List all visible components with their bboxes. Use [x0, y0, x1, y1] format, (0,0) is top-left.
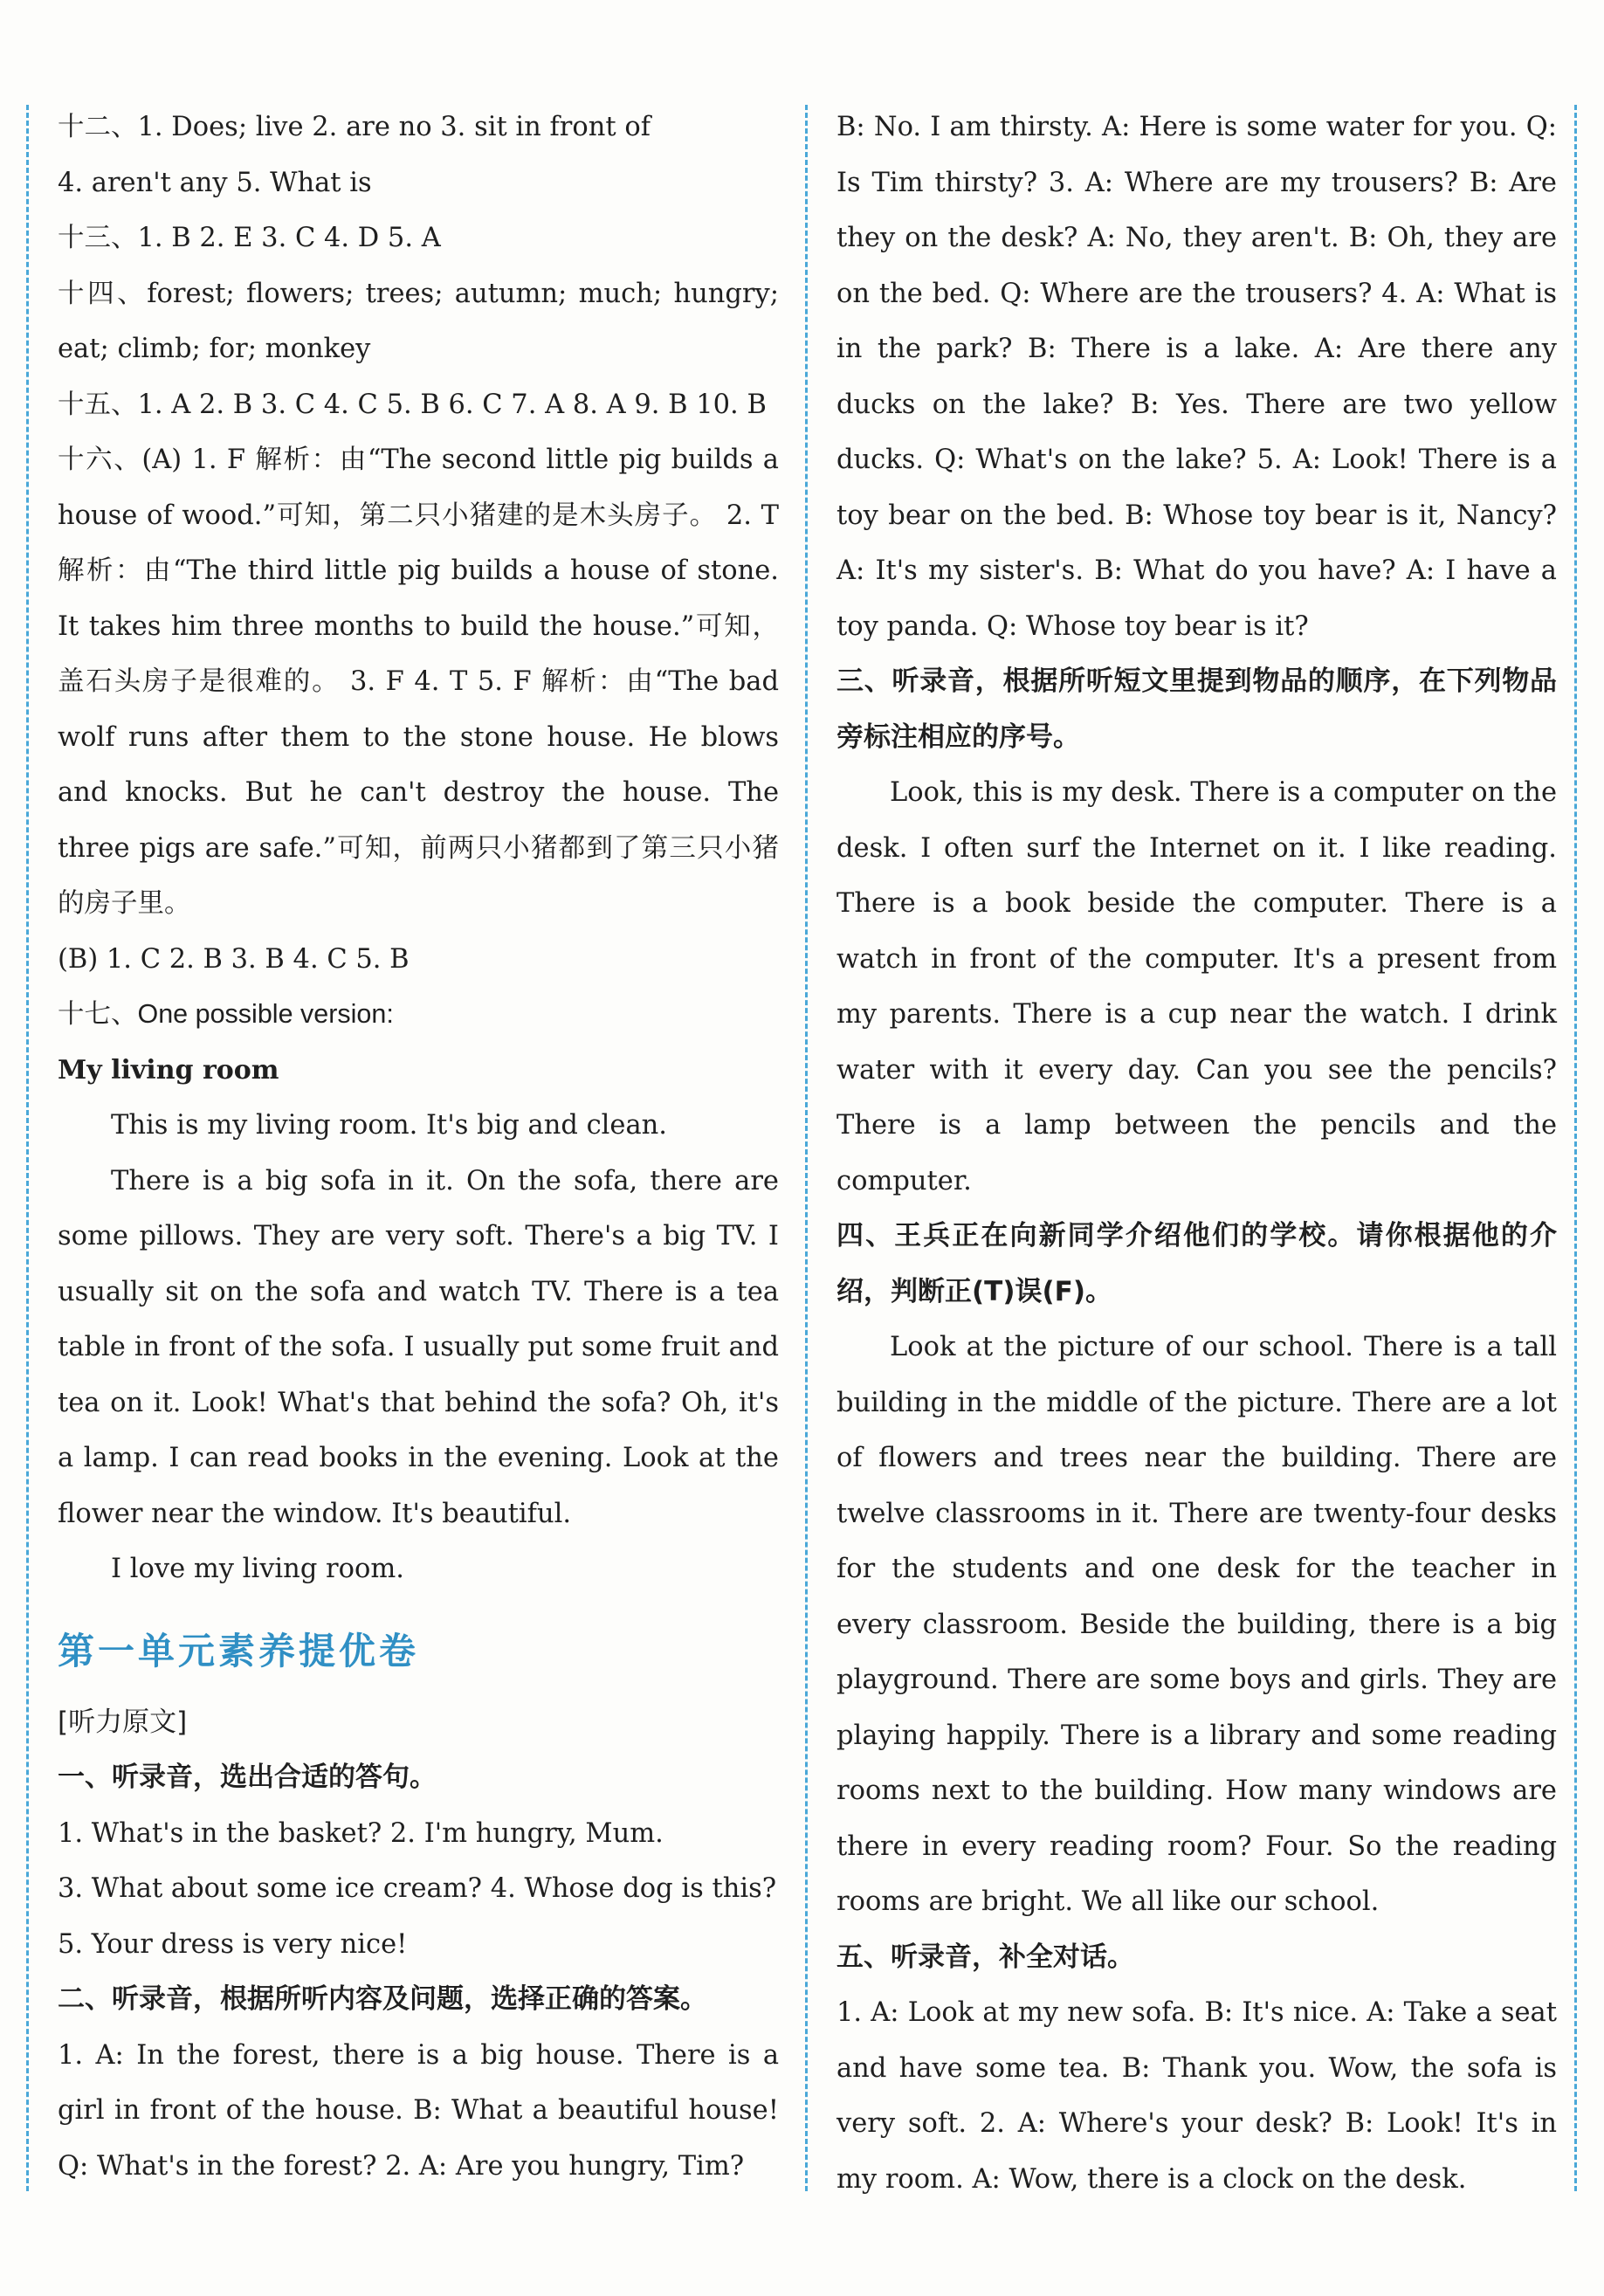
essay-paragraph: This is my living room. It's big and clean. — [111, 1110, 668, 1141]
section-1-item: 5. Your dress is very nice! — [58, 1928, 408, 1960]
section-1-item: 3. What about some ice cream? 4. Whose dog is this? — [58, 1873, 777, 1904]
answer-12: 十二、1. Does; live 2. are no 3. sit in front of — [58, 112, 651, 142]
section-5-text: 1. A: Look at my new sofa. B: It's nice. A: Take a seat and have some tea. B: Thank you. Wow, the sofa is very soft. 2. A: Where's your desk? B: Look! It's in my room. A: Wow, there is a clock on the desk. — [836, 1997, 1557, 2195]
section-3-title: 三、听录音，根据所听短文里提到物品的顺序，在下列物品旁标注相应的序号。 — [836, 665, 1557, 753]
answer-12-cont: 4. aren't any 5. What is — [58, 167, 372, 198]
answer-15: 十五、1. A 2. B 3. C 4. C 5. B 6. C 7. A 8. A 9. B 10. B — [58, 389, 767, 420]
essay-paragraph: I love my living room. — [111, 1554, 404, 1584]
essay-paragraph: There is a big sofa in it. On the sofa, there are some pillows. They are very soft. There's a big TV. I usually sit on the sofa and watch TV. There is a tea table in front of the sofa. I usually put some fruit and tea on it. Look! What's that behind the sofa? Oh, it's a lamp. I can read books in the evening. Look at the flower near the window. It's beautiful. — [58, 1165, 779, 1529]
section-1-item: 1. What's in the basket? 2. I'm hungry, Mum. — [58, 1817, 664, 1849]
left-column — [58, 100, 779, 2194]
right-column — [836, 100, 1557, 2207]
section-2-title: 二、听录音，根据所听内容及问题，选择正确的答案。 — [58, 1983, 707, 2015]
listening-label: [听力原文] — [58, 1706, 188, 1738]
unit-title: 第一单元素养提优卷 — [58, 1629, 420, 1672]
answer-14: 十四、forest; flowers; trees; autumn; much; hungry; eat; climb; for; monkey — [58, 278, 779, 364]
left-dashed-rule — [26, 105, 29, 2191]
section-2-text: 1. A: In the forest, there is a big house. There is a girl in front of the house. B: What a beautiful house! Q: What's in the forest? 2. A: Are you hungry, Tim? — [58, 2039, 779, 2182]
answer-17: 十七、One possible version: — [58, 999, 394, 1029]
section-5-title: 五、听录音，补全对话。 — [836, 1941, 1134, 1973]
middle-dashed-rule — [805, 105, 808, 2191]
answer-16a: 十六、(A) 1. F 解析：由“The second little pig builds a house of wood.”可知，第二只小猪建的是木头房子。 2. T 解析：由“The third little pig builds a house of stone. It takes him three months to build the house.”可知，盖石头房子是很难的。 3. F 4. T 5. F 解析：由“The bad wolf runs after them to the stone house. He blows and knocks. But he can't destroy the house. The three pigs are safe.”可知，前两只小猪都到了第三只小猪的房子里。 — [58, 445, 779, 919]
section-4-title: 四、王兵正在向新同学介绍他们的学校。请你根据他的介绍，判断正(T)误(F)。 — [836, 1220, 1557, 1307]
section-2-text-cont: B: No. I am thirsty. A: Here is some water for you. Q: Is Tim thirsty? 3. A: Where are my trousers? B: Are they on the desk? A: No, they aren't. B: Oh, they are on the bed. Q: Where are the trousers? 4. A: What is in the park? B: There is a lake. A: Are there any ducks on the lake? B: Yes. There are two yellow ducks. Q: What's on the lake? 5. A: Look! There is a toy bear on the bed. B: Whose toy bear is it, Nancy? A: It's my sister's. B: What do you have? A: I have a toy panda. Q: Whose toy bear is it? — [836, 112, 1557, 642]
essay-title: My living room — [58, 1054, 279, 1086]
section-4-text: Look at the picture of our school. There is a tall building in the middle of the picture. There are a lot of flowers and trees near the building. There are twelve classrooms in it. There are twenty-four desks for the students and one desk for the teacher in every classroom. Beside the building, there is a big playground. There are some boys and girls. They are playing happily. There is a library and some reading rooms next to the building. How many windows are there in every reading room? Four. So the reading rooms are bright. We all like our school. — [836, 1332, 1557, 1917]
right-dashed-rule — [1574, 105, 1577, 2191]
section-3-text: Look, this is my desk. There is a computer on the desk. I often surf the Internet on it. I like reading. There is a book beside the computer. There is a watch in front of the computer. It's a present from my parents. There is a cup near the watch. I drink water with it every day. Can you see the pencils? There is a lamp between the pencils and the computer. — [836, 777, 1557, 1196]
answer-16b: (B) 1. C 2. B 3. B 4. C 5. B — [58, 943, 410, 975]
answer-13: 十三、1. B 2. E 3. C 4. D 5. A — [58, 223, 441, 253]
section-1-title: 一、听录音，选出合适的答句。 — [58, 1762, 437, 1793]
